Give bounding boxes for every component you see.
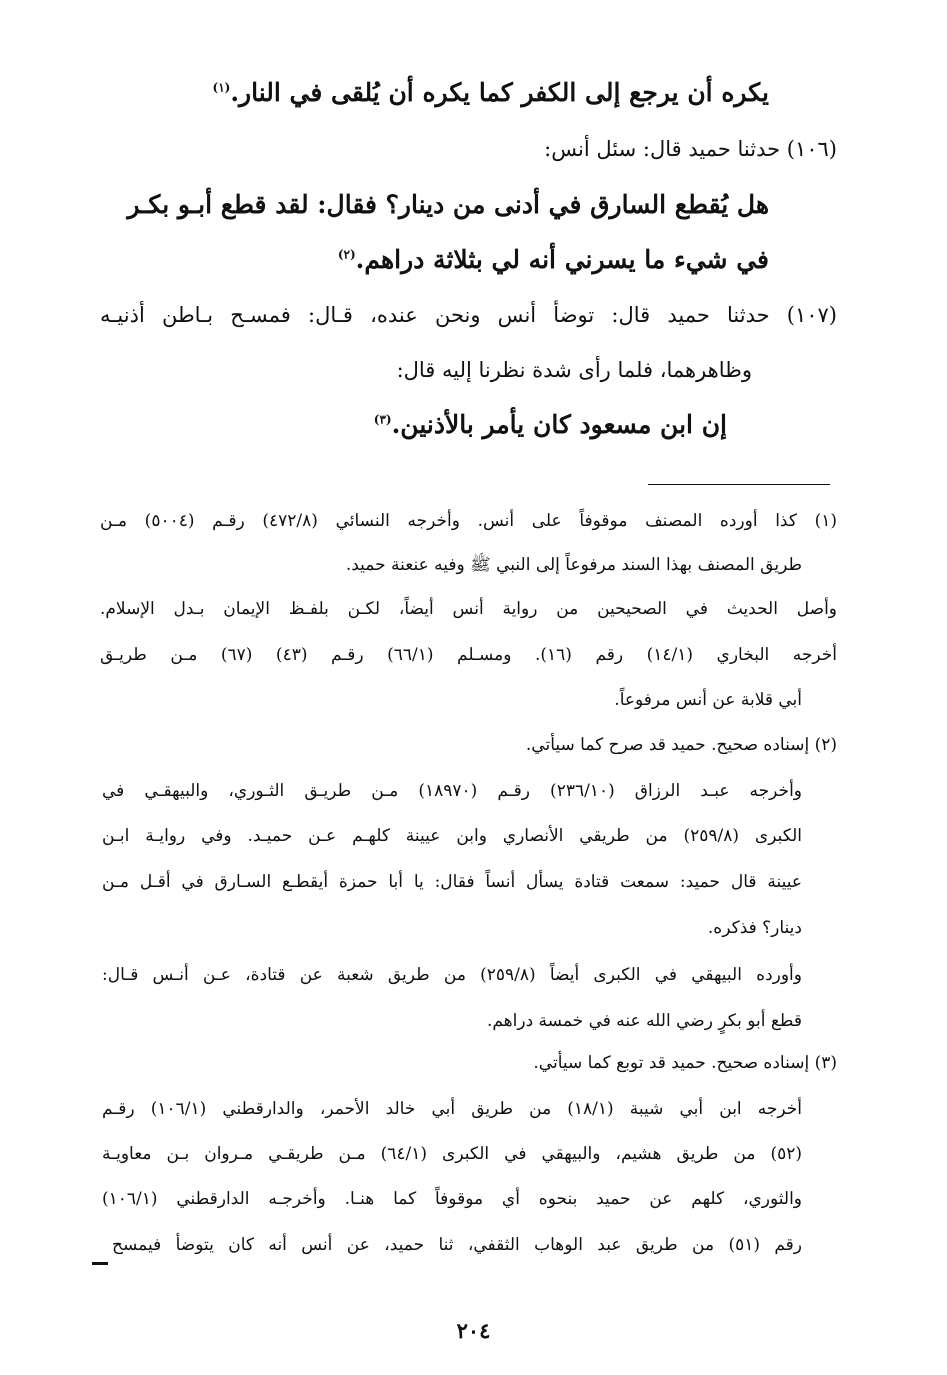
main-line-q1: هل يُقطع السارق في أدنى من دينار؟ فقال: لقد قطع أبـو بكـر [127, 190, 769, 219]
page-number: ٢٠٤ [456, 1318, 491, 1343]
main-text: إن ابن مسعود كان يأمر بالأذنين. [391, 410, 727, 439]
main-line-q2 [338, 245, 769, 274]
footnote-2-line-5: دينار؟ فذكره. [707, 918, 802, 938]
footnote-1-line-1: (١) كذا أورده المصنف موقوفاً على أنس. وأخرجه النسائي (٤٧٢/٨) رقـم (٥٠٠٤) مـن [100, 511, 837, 531]
footnote-1-line-5: أبي قلابة عن أنس مرفوعاً. [614, 690, 802, 710]
footnote-ref-1: (١) [212, 80, 231, 95]
footnote-3-line-2: أخرجه ابن أبي شيبة (١٨/١) من طريق أبي خالد الأحمر، والدارقطني (١٠٦/١) رقـم [102, 1099, 802, 1119]
main-line-q3 [374, 410, 727, 439]
footnote-2-line-1: (٢) إسناده صحيح. حميد قد صرح كما سيأتي. [525, 735, 837, 755]
footnote-2-line-3: الكبرى (٢٥٩/٨) من طريقي الأنصاري وابن عيينة كلهـم عـن حميـد. وفي روايـة ابـن [102, 826, 802, 846]
footnote-3-line-3: (٥٢) من طريق هشيم، والبيهقي في الكبرى (٦٤/١) مـن طريقـي مـروان بـن معاويـة [102, 1144, 802, 1164]
hadith-107-heading: (١٠٧) حدثنا حميد قال: توضأ أنس ونحن عنده، قـال: فمسـح بـاطن أذنيـه [100, 303, 837, 327]
main-text: في شيء ما يسرني أنه لي بثلاثة دراهم. [355, 245, 769, 274]
footnote-ref-3: (٣) [373, 412, 392, 427]
footnote-3-line-1: (٣) إسناده صحيح. حميد قد توبع كما سيأتي. [533, 1053, 837, 1073]
footnote-2-line-2: وأخرجه عبـد الرزاق (٢٣٦/١٠) رقـم (١٨٩٧٠) مـن طريـق الثـوري، والبيهقـي في [102, 781, 803, 801]
footnote-2-line-7: قطع أبو بكرٍ رضي الله عنه في خمسة دراهم. [486, 1011, 802, 1031]
main-text: يكره أن يرجع إلى الكفر كما يكره أن يُلقى في النار. [230, 78, 769, 107]
footnote-ref-2: (٢) [337, 247, 356, 262]
footnote-3-line-4: والثوري، كلهم عن حميد بنحوه أي موقوفاً كما هنـا. وأخرجـه الدارقطني (١٠٦/١) [102, 1189, 802, 1209]
footnote-2-line-6: وأورده البيهقي في الكبرى أيضاً (٢٥٩/٨) من طريق شعبة عن قتادة، عـن أنـس قـال: [102, 965, 802, 985]
footnote-1-line-3: وأصل الحديث في الصحيحين من رواية أنس أيضاً، لكـن بلفـظ الإيمان بـدل الإسلام. [100, 599, 837, 619]
footnote-2-line-4: عيينة قال حميد: سمعت قتادة يسأل أنساً فقال: يا أبا حمزة أيقطـع السـارق في أقـل مـن [102, 872, 802, 892]
hadith-106-heading: (١٠٦) حدثنا حميد قال: سئل أنس: [544, 137, 837, 161]
main-line-1 [213, 78, 770, 107]
hadith-107-continuation: وظاهرهما، فلما رأى شدة نظرنا إليه قال: [396, 358, 752, 382]
continuation-dash [92, 1262, 108, 1265]
footnote-1-line-4: أخرجه البخاري (١٤/١) رقم (١٦). ومسـلم (٦٦/١) رقـم (٤٣) (٦٧) مـن طريـق [100, 645, 838, 665]
footnote-3-line-5: رقم (٥١) من طريق عبد الوهاب الثقفي، ثنا حميد، عن أنس أنه كان يتوضأ فيمسح [112, 1235, 803, 1255]
footnote-1-line-2: طريق المصنف بهذا السند مرفوعاً إلى النبي ﷺ وفيه عنعنة حميد. [345, 555, 802, 575]
footnote-separator [648, 484, 830, 485]
